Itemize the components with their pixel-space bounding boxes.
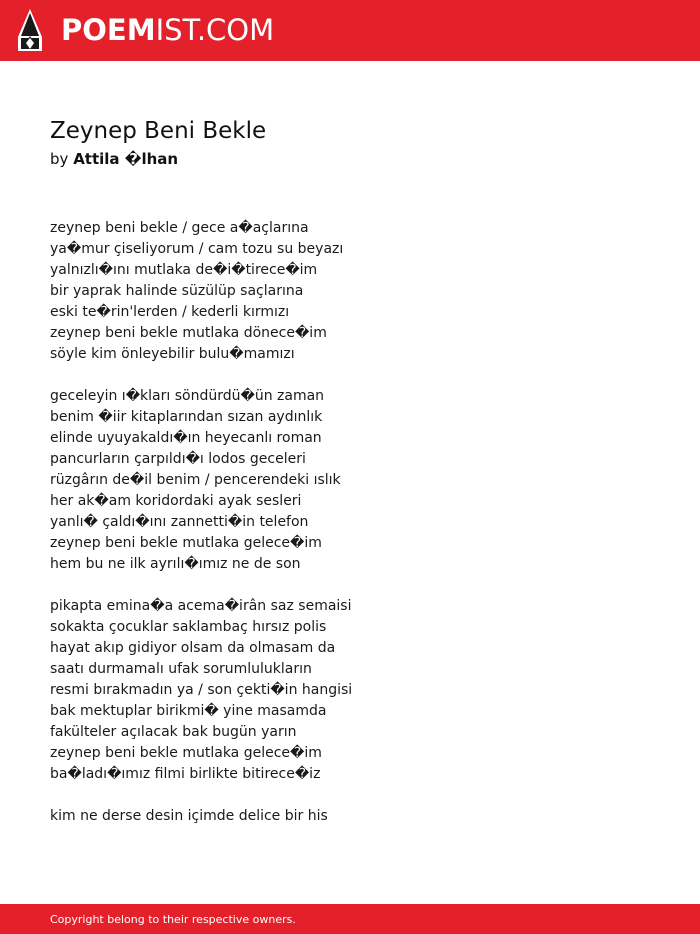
poem-line: hayat akıp gidiyor olsam da olmasam da xyxy=(50,640,336,656)
poem-line: yanlı� çaldı�ını zannetti�in telefon xyxy=(50,514,309,530)
poem-line: eski te�rin'lerden / kederli kırmızı xyxy=(50,304,290,320)
poem-line: hem bu ne ilk ayrılı�ımız ne de son xyxy=(50,556,301,572)
site-logo[interactable] xyxy=(61,11,274,49)
poem-line: resmi bırakmadın ya / son çekti�in hangisi xyxy=(50,682,353,698)
poem-title: Zeynep Beni Bekle xyxy=(50,118,267,144)
site-header xyxy=(0,0,700,61)
poem-line: pancurların çarpıldı�ı lodos geceleri xyxy=(50,451,306,467)
poem-line: zeynep beni bekle mutlaka gelece�im xyxy=(50,535,322,551)
copyright-text: Copyright belong to their respective owners. xyxy=(50,913,296,926)
byline xyxy=(50,148,178,170)
poem-line: benim �iir kitaplarından sızan aydınlık xyxy=(50,409,323,425)
poem-line: yalnızlı�ını mutlaka de�i�tirece�im xyxy=(50,262,318,278)
poem-stanza xyxy=(50,218,650,365)
poem-line: bir yaprak halinde süzülüp saçlarına xyxy=(50,283,304,299)
poem-line: sokakta çocuklar saklambaç hırsız polis xyxy=(50,619,327,635)
pencil-tip-icon[interactable] xyxy=(17,9,43,51)
author-name[interactable]: Attila �lhan xyxy=(73,150,179,168)
poem-body xyxy=(50,218,650,848)
poem-line: bak mektuplar birikmi� yine masamda xyxy=(50,703,327,719)
poem-line: fakülteler açılacak bak bugün yarın xyxy=(50,724,297,740)
poem-stanza xyxy=(50,806,650,827)
poem-line: zeynep beni bekle / gece a�açlarına xyxy=(50,220,309,236)
logo-bold-text: POEM xyxy=(61,13,156,47)
logo-light-text: IST.COM xyxy=(155,13,275,47)
poem-line: zeynep beni bekle mutlaka dönece�im xyxy=(50,325,327,341)
poem-line: ba�ladı�ımız filmi birlikte bitirece�iz xyxy=(50,766,321,782)
poem-line: rüzgârın de�il benim / pencerendeki ıslık xyxy=(50,472,341,488)
poem-line: söyle kim önleyebilir bulu�mamızı xyxy=(50,346,295,362)
poem-stanza xyxy=(50,596,650,785)
poem-line: elinde uyuyakaldı�ın heyecanlı roman xyxy=(50,430,322,446)
poem-line: pikapta emina�a acema�irân saz semaisi xyxy=(50,598,352,614)
poem-stanza xyxy=(50,386,650,575)
poem-line: geceleyin ı�kları söndürdü�ün zaman xyxy=(50,388,325,404)
poem-line: kim ne derse desin içimde delice bir his xyxy=(50,808,328,824)
by-label: by xyxy=(50,150,69,168)
site-footer xyxy=(0,904,700,934)
poem-line: saatı durmamalı ufak sorumlulukların xyxy=(50,661,312,677)
poem-line: zeynep beni bekle mutlaka gelece�im xyxy=(50,745,322,761)
poem-line: her ak�am koridordaki ayak sesleri xyxy=(50,493,302,509)
poem-line: ya�mur çiseliyorum / cam tozu su beyazı xyxy=(50,241,344,257)
